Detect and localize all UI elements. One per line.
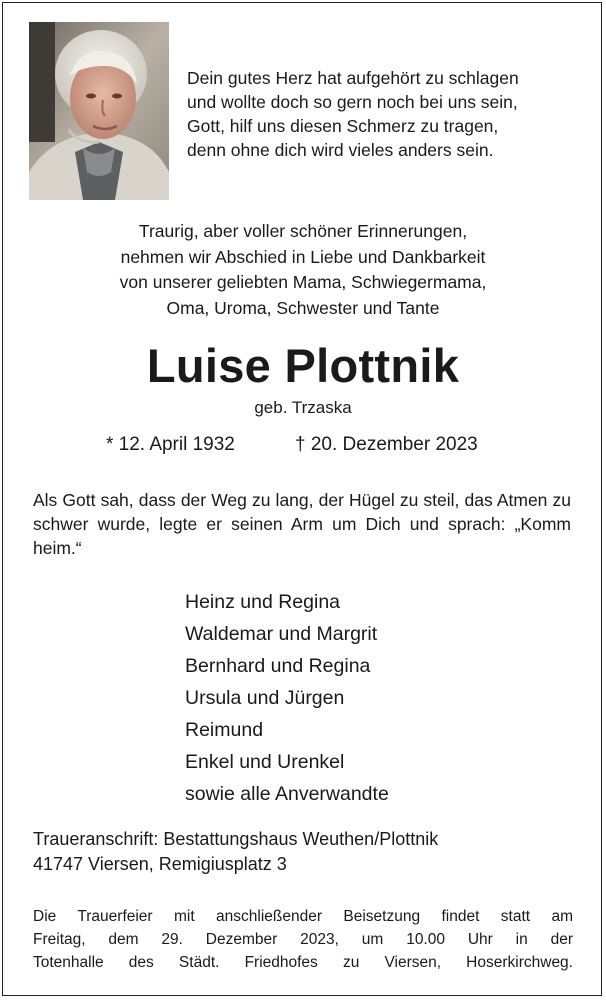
poem-line: Gott, hilf uns diesen Schmerz zu tragen, xyxy=(187,116,499,136)
poem-block xyxy=(187,66,587,162)
farewell-quote: Als Gott sah, dass der Weg zu lang, der Hügel zu steil, das Atmen zu schwer wurde, legte er seinen Arm um Dich und sprach: „Komm heim.“ xyxy=(33,490,571,558)
family-member: sowie alle Anverwandte xyxy=(185,783,389,805)
deceased-name: Luise Plottnik xyxy=(146,339,460,392)
death-date: † 20. Dezember 2023 xyxy=(295,434,478,455)
family-member: Waldemar und Margrit xyxy=(185,623,378,645)
family-member: Ursula und Jürgen xyxy=(185,687,345,709)
intro-line: nehmen wir Abschied in Liebe und Dankbarkeit xyxy=(120,246,486,267)
family-member: Heinz und Regina xyxy=(185,591,341,613)
ceremony-notice xyxy=(33,905,573,974)
intro-line: Traurig, aber voller schöner Erinnerungen, xyxy=(138,221,468,241)
poem-line: denn ohne dich wird vieles anders sein. xyxy=(187,140,494,160)
intro-block xyxy=(0,219,606,321)
ceremony-line: Freitag, dem 29. Dezember 2023, um 10.00 Uhr in der xyxy=(33,931,573,948)
family-list xyxy=(185,586,389,810)
intro-line: Oma, Uroma, Schwester und Tante xyxy=(166,297,440,318)
poem-line: Dein gutes Herz hat aufgehört zu schlagen xyxy=(187,68,519,88)
mourning-address xyxy=(33,827,438,876)
maiden-name: geb. Trzaska xyxy=(254,398,352,417)
portrait-image xyxy=(29,22,169,200)
ceremony-line: Totenhalle des Städt. Friedhofes zu Viersen, Hoserkirchweg. xyxy=(33,954,573,971)
family-member: Reimund xyxy=(185,719,264,741)
address-line: 41747 Viersen, Remigiusplatz 3 xyxy=(33,853,287,874)
ceremony-line: Die Trauerfeier mit anschließender Beisetzung findet statt am xyxy=(33,908,573,925)
intro-line: von unserer geliebten Mama, Schwiegermama, xyxy=(119,272,487,292)
portrait-photo xyxy=(29,22,169,200)
family-member: Bernhard und Regina xyxy=(185,655,371,677)
family-member: Enkel und Urenkel xyxy=(185,751,345,773)
address-line: Traueranschrift: Bestattungshaus Weuthen/Plottnik xyxy=(33,829,439,849)
birth-date: * 12. April 1932 xyxy=(106,434,235,455)
poem-line: und wollte doch so gern noch bei uns sein, xyxy=(187,92,518,112)
